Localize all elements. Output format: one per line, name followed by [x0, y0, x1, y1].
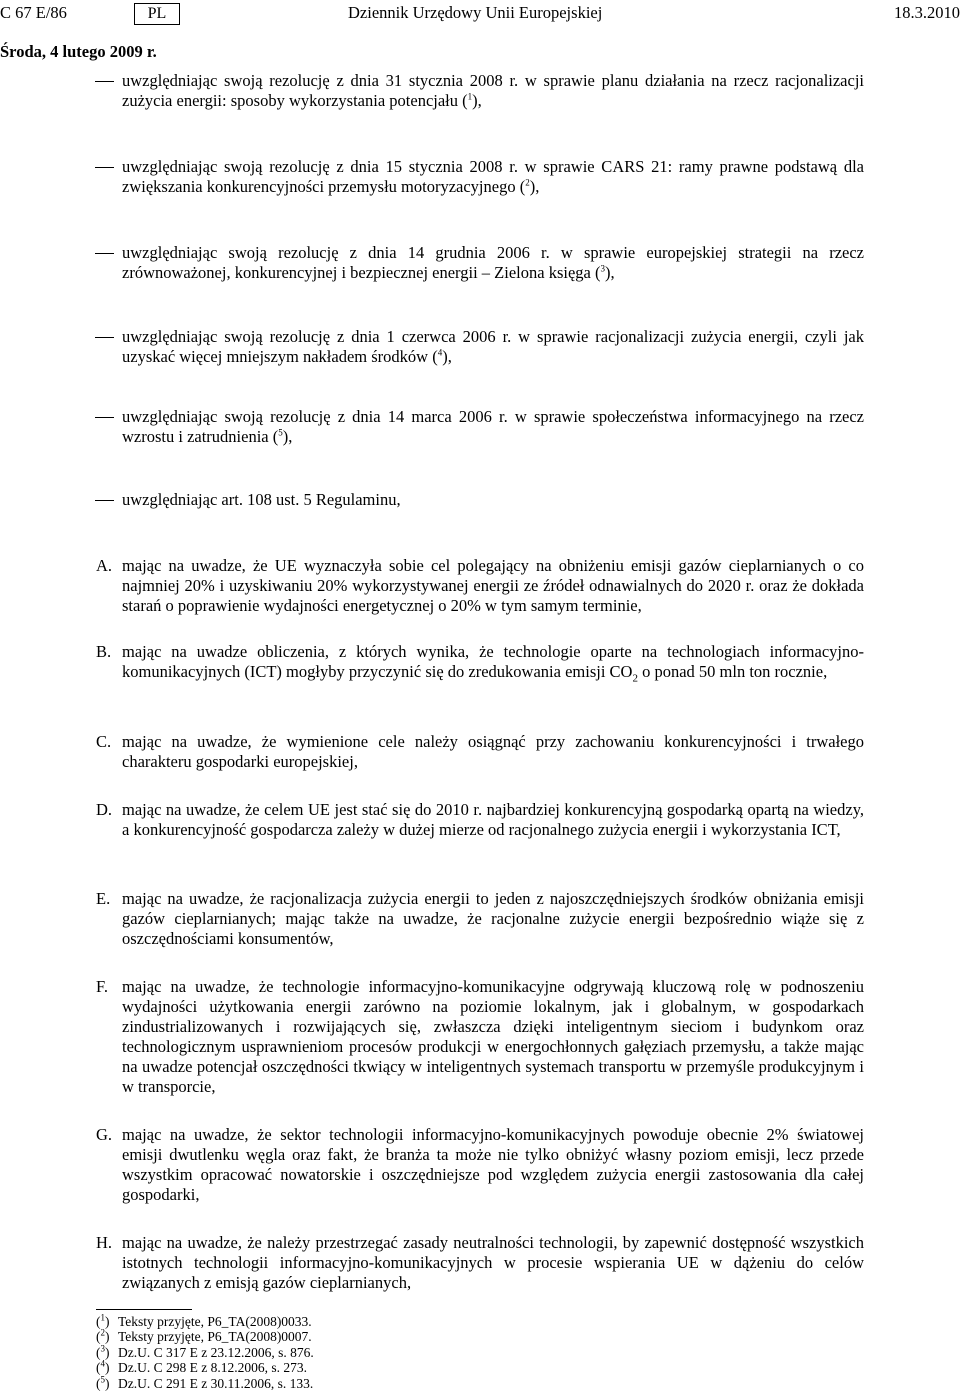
footnote-ref: 3	[600, 263, 605, 274]
dash-icon	[95, 81, 114, 82]
recital-b	[0, 642, 960, 685]
dash-icon	[95, 253, 114, 254]
subscript: 2	[632, 672, 638, 685]
citation-text: uwzględniając swoją rezolucję z dnia 1 czerwca 2006 r. w sprawie racjonalizacji zużycia energii, czyli jak uzyskać więcej mniejszym nakładem środków (	[122, 327, 864, 366]
citation-tail: ),	[282, 427, 293, 446]
citation-text: uwzględniając swoją rezolucję z dnia 14 grudnia 2006 r. w sprawie europejskiej strategii na rzecz zrównoważonej, konkurencyjnej i bezpiecznej energii – Zielona księga (	[122, 243, 864, 282]
recital-c	[0, 732, 960, 772]
citation-1	[0, 71, 960, 111]
recital-f	[0, 977, 960, 1097]
footnote-2: ($^2$) Teksty przyjęte, P6_TA(2008)0007.	[96, 1327, 312, 1345]
journal-title: Dziennik Urzędowy Unii Europejskiej	[348, 3, 603, 22]
footnote-text: Teksty przyjęte, P6_TA(2008)0033.	[118, 1314, 312, 1329]
recital-text: mając na uwadze, że należy przestrzegać zasady neutralności technologii, by zapewnić dostępność wszystkich istotnych technologii informacyjno-komunikacyjnych w procesie wspierania UE w dążeniu do celów związanych z emisją gazów cieplarnianych,	[122, 1233, 864, 1292]
footnote-ref: 4	[437, 347, 443, 358]
footnote-mark: 5	[100, 1374, 105, 1385]
recital-label: F.	[96, 977, 108, 996]
citation-3	[0, 243, 960, 283]
page-header	[0, 3, 960, 27]
recital-tail: o ponad 50 mln ton rocznie,	[637, 662, 828, 681]
issue-number: C 67 E/86	[0, 3, 67, 22]
footnote-text: Dz.U. C 298 E z 8.12.2006, s. 273.	[118, 1360, 307, 1376]
recital-text: mając na uwadze, że wymienione cele należy osiągnąć przy zachowaniu konkurencyjności i trwałego charakteru gospodarki europejskiej,	[122, 732, 864, 771]
recital-label: G.	[96, 1125, 113, 1144]
footnote-5: ($^5$) Dz.U. C 291 E z 30.11.2006, s. 133.	[96, 1374, 314, 1391]
recital-h	[0, 1233, 960, 1293]
citation-text: uwzględniając swoją rezolucję z dnia 15 stycznia 2008 r. w sprawie CARS 21: ramy prawne podstawą dla zwiększania konkurencyjności przemysłu motoryzacyjnego (	[122, 157, 864, 196]
citation-6	[0, 490, 960, 510]
recital-d	[0, 800, 960, 840]
recital-e	[0, 889, 960, 949]
recital-label: D.	[96, 800, 113, 819]
recital-text: mając na uwadze obliczenia, z których wynika, że technologie oparte na technologiach informacyjno-komunikacyjnych (ICT) mogłyby przyczynić się do zredukowania emisji CO	[122, 642, 864, 681]
citation-2	[0, 157, 960, 197]
dash-icon	[95, 167, 114, 168]
recital-g	[0, 1125, 960, 1205]
footnote-mark: 2	[100, 1327, 105, 1338]
footnote-1: ($^1$) Teksty przyjęte, P6_TA(2008)0033.	[96, 1312, 312, 1329]
footnote-divider	[96, 1309, 192, 1310]
footnote-mark: 3	[100, 1343, 105, 1354]
recital-label: C.	[96, 732, 112, 751]
recital-text: mając na uwadze, że celem UE jest stać się do 2010 r. najbardziej konkurencyjną gospodarką opartą na wiedzy, a konkurencyjność gospodarcza zależy w dużej mierze od racjonalnego zużycia energii i wykorzystania ICT,	[122, 800, 864, 839]
citation-text: uwzględniając swoją rezolucję z dnia 31 stycznia 2008 r. w sprawie planu działania na rzecz racjonalizacji zużycia energii: sposoby wykorzystania potencjału (	[122, 71, 864, 110]
dash-icon	[95, 337, 114, 338]
dash-icon	[95, 500, 114, 501]
dash-icon	[95, 417, 114, 418]
footnote-4: ($^4$) Dz.U. C 298 E z 8.12.2006, s. 273.	[96, 1358, 307, 1376]
publication-date: 18.3.2010	[894, 3, 960, 22]
footnote-ref: 5	[278, 427, 283, 438]
citation-4	[0, 327, 960, 367]
recital-a	[0, 556, 960, 616]
footnotes	[96, 1314, 314, 1391]
footnote-text: Teksty przyjęte, P6_TA(2008)0007.	[118, 1329, 312, 1345]
recital-label: A.	[96, 556, 113, 575]
session-date: Środa, 4 lutego 2009 r.	[0, 42, 157, 61]
footnote-text: Dz.U. C 291 E z 30.11.2006, s. 133.	[118, 1375, 314, 1391]
recital-text: mając na uwadze, że racjonalizacja zużycia energii to jeden z najoszczędniejszych środków obniżania emisji gazów cieplarnianych; mając także na uwadze, że racjonalne zużycie energii bezpośrednio wiąże się z oszczędnościami konsumentów,	[122, 889, 864, 948]
citation-tail: ),	[529, 177, 540, 196]
footnote-3: ($^3$) Dz.U. C 317 E z 23.12.2006, s. 876.	[96, 1343, 314, 1360]
citation-text: uwzględniając swoją rezolucję z dnia 14 marca 2006 r. w sprawie społeczeństwa informacyjnego na rzecz wzrostu i zatrudnienia (	[122, 407, 864, 446]
footnote-ref: 1	[467, 91, 473, 102]
recital-label: E.	[96, 889, 111, 908]
footnote-mark: 4	[100, 1358, 105, 1369]
citation-tail: ),	[442, 347, 452, 366]
citation-text: uwzględniając art. 108 ust. 5 Regulaminu,	[122, 490, 401, 509]
citation-5	[0, 407, 960, 447]
language-badge: PL	[134, 3, 180, 25]
recital-text: mając na uwadze, że sektor technologii informacyjno-komunikacyjnych powoduje obecnie 2% światowej emisji dwutlenku węgla oraz fakt, że branża ta może nie tylko obniżyć własny poziom emisji, lecz przede wszystkim opracować nowatorskie i oszczędniejsze pod względem zużycia energii zastosowania dla całej gospodarki,	[122, 1125, 864, 1204]
recital-text: mając na uwadze, że UE wyznaczyła sobie cel polegający na obniżeniu emisji gazów cieplarnianych o co najmniej 20% i uzyskiwaniu 20% wykorzystywanej energii ze źródeł odnawialnych do 2020 r. oraz że dokłada starań o poprawienie wydajności energetycznej o 20% w tym samym terminie,	[122, 556, 864, 615]
footnote-mark: 1	[100, 1312, 105, 1323]
recital-label: H.	[96, 1233, 113, 1252]
footnote-text: Dz.U. C 317 E z 23.12.2006, s. 876.	[118, 1344, 314, 1360]
recital-label: B.	[96, 642, 112, 661]
citation-tail: ),	[472, 91, 482, 110]
footnote-ref: 2	[525, 177, 530, 188]
citation-tail: ),	[604, 263, 615, 282]
recital-text: mając na uwadze, że technologie informacyjno-komunikacyjne odgrywają kluczową rolę w podnoszeniu wydajności użytkowania energii zarówno na poziomie lokalnym, jak i globalnym, w gospodarkach zindustrializowanych i rozwijających się, zwłaszcza dzięki inteligentnym sieciom i budynkom oraz technologicznym usprawnieniom procesów produkcji w energochłonnych gałęziach przemysłu, a także mając na uwadze potencjał oszczędności tkwiący w inteligentnych systemach transportu w przemyśle produkcyjnym i w transporcie,	[122, 977, 864, 1096]
